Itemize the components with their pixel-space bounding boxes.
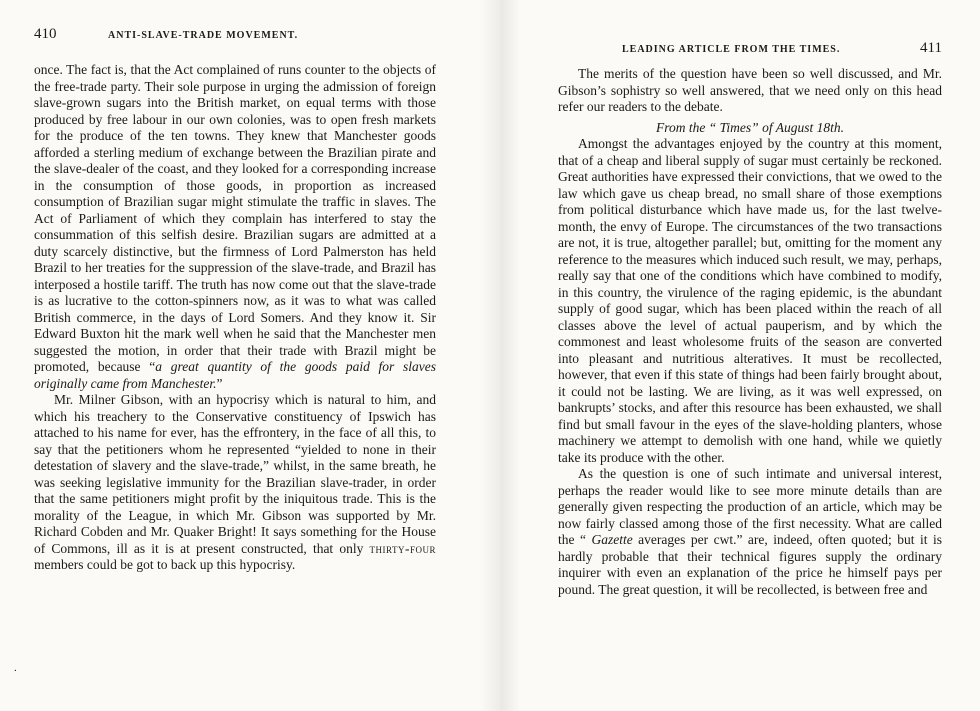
left-paragraph-1-close: ” [216, 375, 223, 391]
right-paragraph-3-italic: Gazette [591, 532, 633, 547]
left-paragraph-1 [34, 62, 436, 392]
right-page-number: 411 [920, 40, 942, 56]
left-paragraph-1-quote: a great quantity of the goods paid for slaves originally came from Manchester. [34, 359, 436, 391]
right-running-header: LEADING ARTICLE FROM THE TIMES. [622, 44, 841, 55]
left-running-header: ANTI-SLAVE-TRADE MOVEMENT. [108, 30, 299, 41]
left-page-body [34, 62, 436, 574]
right-paragraph-3 [558, 466, 942, 598]
right-paragraph-3-text-a: As the question is one of such intimate and universal interest, perhaps the reader would like to see more minute details than are generally given respecting the production of an article, which may be now fairly classed among those of the first necessity. What are called the “ [558, 466, 942, 547]
right-paragraph-2: Amongst the advantages enjoyed by the country at this moment, that of a cheap and liberal supply of sugar must certainly be reckoned. Great authorities have expressed their convictions, that we owed to the law which gave us cheap bread, no small share of those exemptions from political disturbance which have made us, for the last twelve-month, the envy of Europe. The circumstances of the two transactions are not, it is true, altogether parallel; but, omitting for the moment any reference to the measures which induced such result, we may, perhaps, really say that one of the conditions which have combined to modify, in this country, the virulence of the raging epidemic, is the abundant supply of good sugar, which has been placed within the reach of all classes above the level of actual pauperism, and by which the commonest and least wholesome fruits of the season are converted into pleasant and nutritious alteratives. It must be recollected, however, that even if this state of things had been fairly brought about, it could not be lasting. We are living, as it was well expressed, on bankrupts’ stocks, and after this resource has been exhausted, we shall find but small favour in the eyes of the slave-holding planters, whose machinery we attempt to demolish with one hand, while we quietly take its produce with the other. [558, 136, 942, 465]
right-page [490, 0, 980, 711]
left-paragraph-2-text-a: Mr. Milner Gibson, with an hypocrisy which is natural to him, and which his treachery to the Conservative constituency of Ipswich has attached to his name for ever, has the effrontery, in the face of all this, to say that the petitioners whom he represented “yielded to none in their detestation of slavery and the slave-trade,” whilst, in the same breath, he was seeking legislative immunity for the Brazilian slave-trader, in order that the same petitioners might profit by the iniquitous trade. This is the morality of the League, in which Mr. Gibson was supported by Mr. Richard Cobden and Mr. Quaker Bright! It says something for the House of Commons, ill as it is at present constructed, that only [34, 392, 436, 556]
right-paragraph-1: The merits of the question have been so well discussed, and Mr. Gibson’s sophistry so well answered, that we need only on this head refer our readers to the debate. [558, 66, 942, 114]
right-page-body [558, 66, 942, 598]
left-paragraph-2-text-b: members could be got to back up this hypocrisy. [34, 557, 296, 572]
left-page-number: 410 [34, 26, 57, 42]
stray-mark: . [14, 662, 17, 674]
left-paragraph-1-text: once. The fact is, that the Act complained of runs counter to the objects of the free-trade party. Their sole purpose in urging the admission of foreign slave-grown sugars into the British market, on equal terms with those produced by free labour in our own colonies, was to open fresh markets for the produce of the ten towns. They knew that Manchester goods afforded a sterling medium of exchange between the Brazilian pirate and the slave-dealer of the coast, and they looked for a corresponding increase in the consumption of those goods, in proportion as increased consumption of Brazilian sugar might stimulate the traffic in slaves. The Act of Parliament of which they complain has interfered to stay the consummation of this selfish desire. Brazilian sugars are admitted at a duty scarcely distinctive, but the firmness of Lord Palmerston has held Brazil to her treaties for the suppression of the slave-trade, and Brazil has interposed a hostile tariff. The truth has now come out that the slave-trade is as lucrative to the cotton-spinners now, as it was to what was called British commerce, in the days of Lord Somers. And they know it. Sir Edward Buxton hit the mark well when he said that the Manchester men suggested the motion, in order that their trade with Brazil might be promoted, because “ [34, 62, 436, 374]
left-paragraph-2-smallcaps: thirty-four [369, 540, 436, 556]
section-heading: From the “ Times” of August 18th. [656, 119, 844, 135]
left-paragraph-2 [34, 392, 436, 574]
right-paragraph-3-text-b: averages per cwt.” are, indeed, often quoted; but it is hardly probable that their technical figures supply the ordinary inquirer with even an explanation of the price he himself pays per pound. The great question, it will be recollected, is between free and [558, 532, 942, 597]
